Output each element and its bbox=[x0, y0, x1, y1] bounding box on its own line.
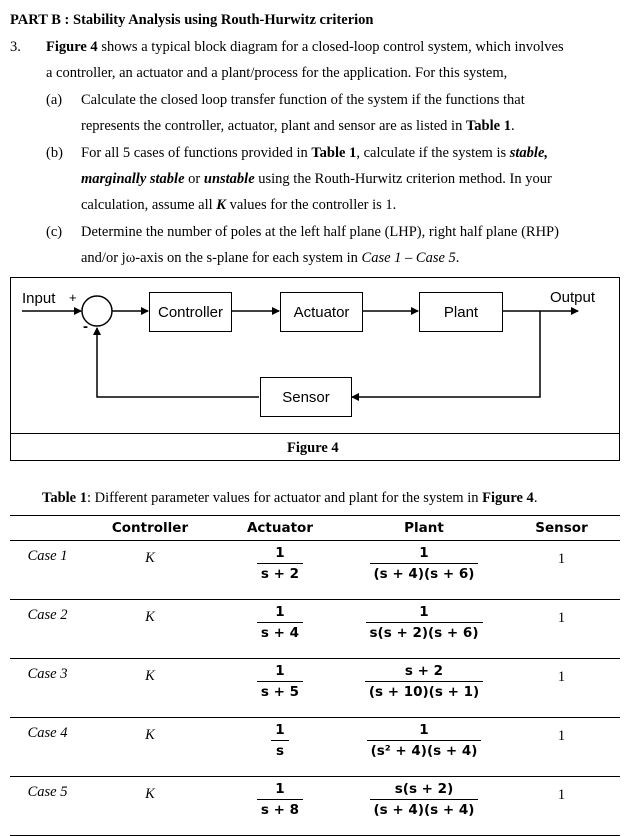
figure-ref: Figure 4 bbox=[46, 39, 98, 55]
sensor-block bbox=[260, 377, 352, 417]
fraction-numerator: 1 bbox=[419, 545, 429, 561]
sensor-value: 1 bbox=[503, 718, 620, 777]
plant-fraction bbox=[365, 663, 483, 700]
part-a-line1: Calculate the closed loop transfer function of the system if the functions that bbox=[81, 92, 525, 108]
actuator-block bbox=[280, 292, 363, 332]
actuator-fraction bbox=[257, 545, 303, 582]
sensor-value: 1 bbox=[503, 777, 620, 836]
question-number: 3. bbox=[10, 39, 21, 55]
controller-value: K bbox=[85, 600, 215, 659]
actuator-fraction bbox=[271, 722, 288, 759]
sensor-value: 1 bbox=[503, 541, 620, 600]
plus-sign: + bbox=[69, 290, 77, 305]
plant-cell bbox=[345, 718, 503, 777]
plant-block bbox=[419, 292, 503, 332]
part-c-period: . bbox=[455, 250, 460, 266]
actuator-cell bbox=[215, 718, 345, 777]
intro-text: shows a typical block diagram for a closed-loop control system, which involves bbox=[97, 39, 564, 55]
sensor-value: 1 bbox=[503, 600, 620, 659]
table-caption-text: : Different parameter values for actuator and plant for the system in bbox=[87, 490, 483, 506]
actuator-fraction bbox=[257, 663, 303, 700]
header-plant: Plant bbox=[345, 516, 503, 541]
fraction-denominator: s + 5 bbox=[257, 681, 303, 700]
plant-block-label: Plant bbox=[443, 303, 479, 321]
fraction-denominator: s bbox=[271, 740, 288, 759]
header-sensor: Sensor bbox=[503, 516, 620, 541]
part-title: PART B : Stability Analysis using Routh-Hurwitz criterion bbox=[10, 12, 374, 28]
case-range: Case 1 – Case 5 bbox=[361, 250, 456, 266]
part-b-text: calculation, assume all bbox=[81, 197, 217, 213]
table-ref: Table 1 bbox=[465, 118, 511, 134]
header-empty bbox=[10, 516, 85, 541]
actuator-cell bbox=[215, 777, 345, 836]
fraction-numerator: 1 bbox=[419, 604, 429, 620]
fraction-denominator: (s + 4)(s + 4) bbox=[370, 799, 479, 818]
controller-value: K bbox=[85, 659, 215, 718]
table-row bbox=[10, 718, 620, 777]
fraction-numerator: 1 bbox=[419, 722, 429, 738]
sensor-block-label: Sensor bbox=[282, 388, 330, 406]
case-label: Case 5 bbox=[10, 777, 85, 836]
parameter-table bbox=[10, 515, 620, 836]
table-caption bbox=[42, 490, 537, 507]
fraction-numerator: 1 bbox=[275, 722, 285, 738]
part-b-label: (b) bbox=[46, 145, 63, 161]
sensor-value: 1 bbox=[503, 659, 620, 718]
controller-value: K bbox=[85, 718, 215, 777]
part-b-text: values for the controller is 1. bbox=[225, 197, 397, 213]
case-label: Case 1 bbox=[10, 541, 85, 600]
header-controller: Controller bbox=[85, 516, 215, 541]
part-b-text: For all 5 cases of functions provided in bbox=[81, 145, 312, 161]
controller-block-label: Controller bbox=[157, 303, 224, 321]
controller-value: K bbox=[85, 777, 215, 836]
fraction-numerator: s(s + 2) bbox=[394, 781, 454, 797]
plant-cell bbox=[345, 777, 503, 836]
fraction-numerator: 1 bbox=[275, 663, 285, 679]
question-intro-line2: a controller, an actuator and a plant/process for the application. For this system, bbox=[46, 65, 508, 81]
plant-cell bbox=[345, 659, 503, 718]
controller-block bbox=[149, 292, 232, 332]
plant-fraction bbox=[366, 604, 483, 641]
part-a-period: . bbox=[510, 118, 515, 134]
part-c-text: and/or jω-axis on the s-plane for each system in bbox=[81, 250, 362, 266]
part-b-text: , calculate if the system is bbox=[356, 145, 510, 161]
minus-sign: - bbox=[83, 318, 88, 335]
k-symbol: K bbox=[216, 197, 226, 213]
actuator-cell bbox=[215, 600, 345, 659]
figure-ref: Figure 4 bbox=[482, 490, 534, 506]
fraction-denominator: s + 2 bbox=[257, 563, 303, 582]
part-a-text: represents the controller, actuator, plant and sensor are as listed in bbox=[81, 118, 466, 134]
input-label: Input bbox=[22, 290, 56, 307]
plant-fraction bbox=[370, 545, 479, 582]
part-b-text: using the Routh-Hurwitz criterion method. In your bbox=[254, 171, 552, 187]
sensor-to-junction-arrow bbox=[97, 328, 259, 397]
case-label: Case 4 bbox=[10, 718, 85, 777]
plant-cell bbox=[345, 541, 503, 600]
table-ref: Table 1 bbox=[311, 145, 357, 161]
controller-value: K bbox=[85, 541, 215, 600]
fraction-denominator: (s + 4)(s + 6) bbox=[370, 563, 479, 582]
plant-fraction bbox=[367, 722, 482, 759]
stable-term: stable, bbox=[509, 145, 549, 161]
case-label: Case 3 bbox=[10, 659, 85, 718]
fraction-denominator: (s² + 4)(s + 4) bbox=[367, 740, 482, 759]
fraction-denominator: (s + 10)(s + 1) bbox=[365, 681, 483, 700]
fraction-numerator: 1 bbox=[275, 545, 285, 561]
table-row bbox=[10, 777, 620, 836]
table-caption-period: . bbox=[533, 490, 538, 506]
part-b-text: or bbox=[184, 171, 204, 187]
marginally-stable-term: marginally stable bbox=[81, 171, 185, 187]
actuator-fraction bbox=[257, 604, 303, 641]
actuator-cell bbox=[215, 541, 345, 600]
table-row bbox=[10, 541, 620, 600]
fraction-denominator: s + 8 bbox=[257, 799, 303, 818]
fraction-denominator: s + 4 bbox=[257, 622, 303, 641]
fraction-numerator: s + 2 bbox=[404, 663, 444, 679]
table-row bbox=[10, 600, 620, 659]
part-c-line1: Determine the number of poles at the left half plane (LHP), right half plane (RHP) bbox=[81, 224, 559, 240]
header-actuator: Actuator bbox=[215, 516, 345, 541]
table-caption-label: Table 1 bbox=[42, 490, 87, 506]
fraction-denominator: s(s + 2)(s + 6) bbox=[366, 622, 483, 641]
fraction-numerator: 1 bbox=[275, 781, 285, 797]
figure-caption: Figure 4 bbox=[287, 440, 339, 456]
part-a-label: (a) bbox=[46, 92, 63, 108]
actuator-fraction bbox=[257, 781, 303, 818]
output-label: Output bbox=[550, 289, 596, 306]
unstable-term: unstable bbox=[203, 171, 255, 187]
case-label: Case 2 bbox=[10, 600, 85, 659]
part-c-label: (c) bbox=[46, 224, 63, 240]
table-header-row bbox=[10, 516, 620, 541]
plant-cell bbox=[345, 600, 503, 659]
actuator-cell bbox=[215, 659, 345, 718]
table-row bbox=[10, 659, 620, 718]
fraction-numerator: 1 bbox=[275, 604, 285, 620]
actuator-block-label: Actuator bbox=[293, 303, 350, 321]
plant-fraction bbox=[370, 781, 479, 818]
